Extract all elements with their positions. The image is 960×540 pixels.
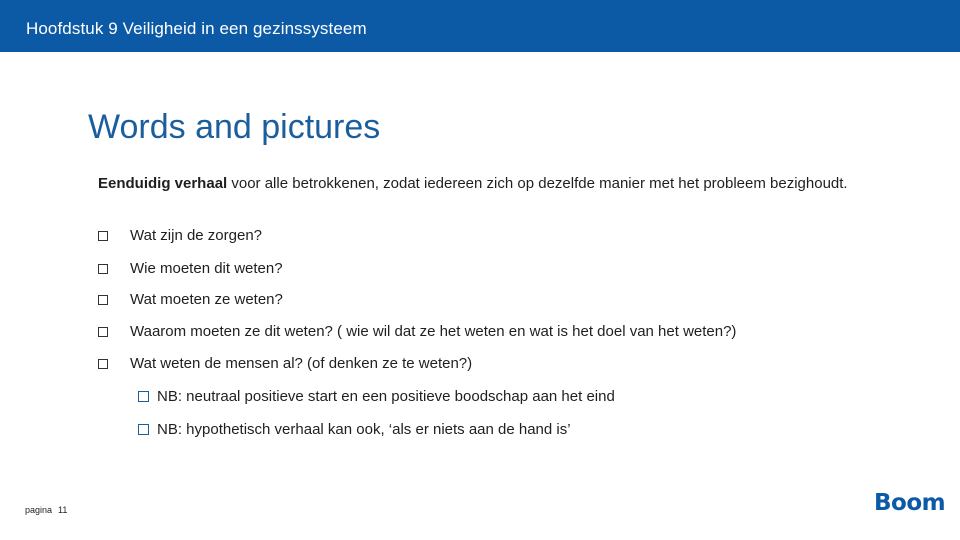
checkbox-icon <box>138 424 149 435</box>
note-text: NB: hypothetisch verhaal kan ook, ‘als er niets aan de hand is’ <box>157 421 571 438</box>
intro-bold: Eenduidig verhaal <box>98 175 228 192</box>
bullet-item <box>98 355 472 372</box>
bullet-text: Wie moeten dit weten? <box>130 260 283 277</box>
checkbox-icon <box>138 391 149 402</box>
boom-logo: Boom <box>874 490 946 516</box>
intro-paragraph <box>98 172 858 195</box>
note-item <box>138 388 615 405</box>
page-number <box>25 505 67 515</box>
bullet-item <box>98 227 262 244</box>
checkbox-icon <box>98 295 108 305</box>
bullet-item <box>98 323 736 340</box>
intro-text: voor alle betrokkenen, zodat iedereen zich op dezelfde manier met het probleem bezighoudt. <box>227 175 848 192</box>
bullet-text: Waarom moeten ze dit weten? ( wie wil dat ze het weten en wat is het doel van het weten?) <box>130 323 737 340</box>
checkbox-icon <box>98 231 108 241</box>
page-label: pagina <box>25 505 53 515</box>
checkbox-icon <box>98 327 108 337</box>
bullet-text: Wat moeten ze weten? <box>130 291 283 308</box>
chapter-title: Hoofdstuk 9 Veiligheid in een gezinssysteem <box>26 19 367 38</box>
note-item <box>138 421 571 438</box>
header-bar <box>0 0 960 52</box>
checkbox-icon <box>98 359 108 369</box>
bullet-text: Wat weten de mensen al? (of denken ze te weten?) <box>130 355 473 372</box>
checkbox-icon <box>98 264 108 274</box>
slide-title: Words and pictures <box>88 108 381 146</box>
bullet-item <box>98 260 283 277</box>
note-text: NB: neutraal positieve start en een positieve boodschap aan het eind <box>157 388 615 405</box>
bullet-item <box>98 291 283 308</box>
bullet-text: Wat zijn de zorgen? <box>130 227 263 244</box>
page-number-value: 11 <box>58 505 68 515</box>
